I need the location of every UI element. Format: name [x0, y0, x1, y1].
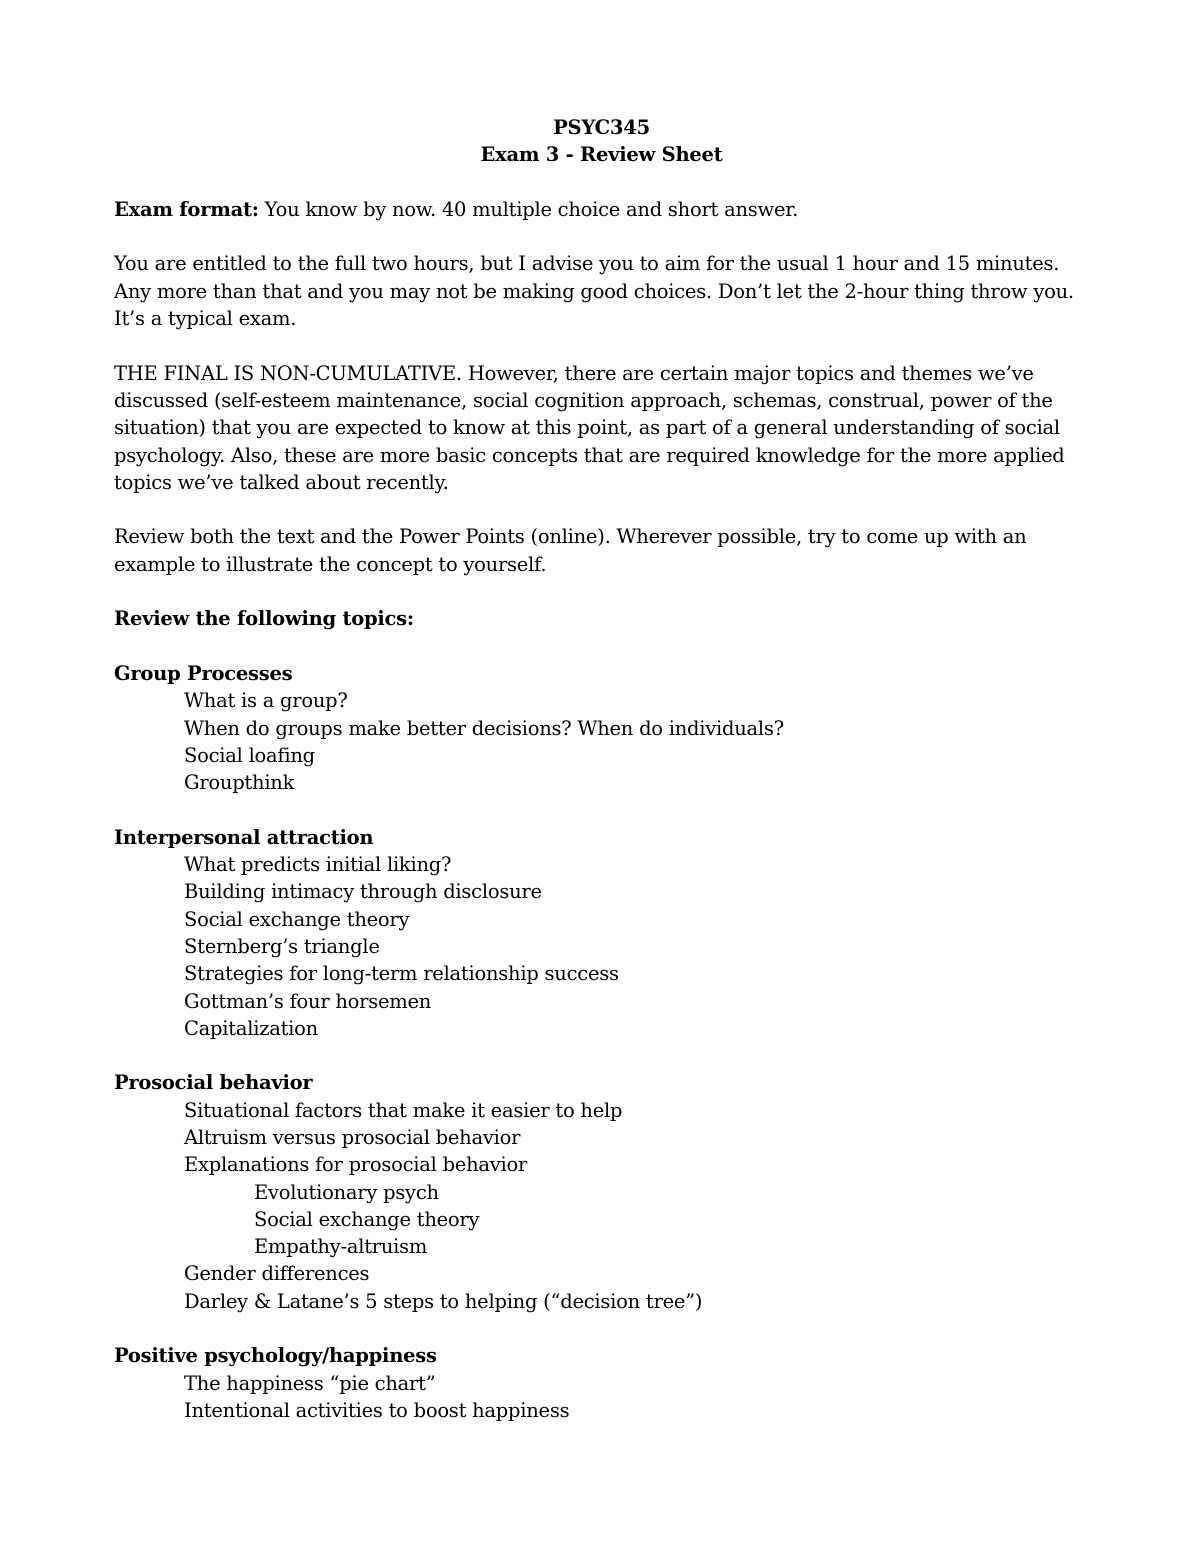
list-item: What predicts initial liking? [184, 853, 452, 877]
exam-format-text: You know by now. 40 multiple choice and short answer. [258, 197, 799, 221]
list-item: Social loafing [184, 743, 315, 767]
exam-format-paragraph [114, 196, 1089, 223]
section-heading: Interpersonal attraction [114, 825, 374, 849]
list-item: Intentional activities to boost happiness [184, 1398, 570, 1422]
list-item: Gottman’s four horsemen [184, 989, 432, 1013]
section-interpersonal-attraction [114, 824, 1089, 1042]
list-item: Altruism versus prosocial behavior [184, 1125, 521, 1149]
topic-list [114, 851, 1089, 1042]
list-item: Groupthink [184, 771, 295, 795]
list-item: What is a group? [184, 689, 348, 713]
list-item: When do groups make better decisions? When do individuals? [184, 716, 784, 740]
section-group-processes [114, 660, 1089, 796]
document-page [114, 114, 1089, 1452]
time-paragraph: You are entitled to the full two hours, but I advise you to aim for the usual 1 hour and 15 minutes. Any more than that and you may not be making good choices. Don’t let the 2-hour thing throw you. It’s a typical exam. [114, 252, 1074, 331]
section-heading: Prosocial behavior [114, 1071, 313, 1095]
list-subitem: Empathy-altruism [254, 1235, 428, 1259]
section-positive-psychology [114, 1342, 1089, 1424]
document-title: Exam 3 - Review Sheet [480, 143, 723, 167]
list-item: Gender differences [184, 1262, 370, 1286]
list-item: Social exchange theory [184, 907, 410, 931]
list-item: Explanations for prosocial behavior [184, 1153, 528, 1177]
course-code: PSYC345 [553, 116, 650, 139]
section-heading: Group Processes [114, 661, 293, 685]
topic-list [114, 687, 1089, 796]
exam-format-label: Exam format: [114, 197, 259, 221]
list-item: Sternberg’s triangle [184, 934, 380, 958]
review-paragraph: Review both the text and the Power Points (online). Wherever possible, try to come up with an example to illustrate the concept to yourself. [114, 525, 1027, 576]
topics-heading: Review the following topics: [114, 607, 414, 631]
list-item: Situational factors that make it easier to help [184, 1098, 623, 1122]
topic-list [114, 1370, 1089, 1425]
list-item: Strategies for long-term relationship success [184, 962, 619, 986]
list-item: Capitalization [184, 1016, 318, 1040]
section-heading: Positive psychology/happiness [114, 1344, 437, 1368]
list-item: Building intimacy through disclosure [184, 880, 542, 904]
list-subitem: Social exchange theory [254, 1207, 480, 1231]
list-subitem: Evolutionary psych [254, 1180, 439, 1204]
list-item: The happiness “pie chart” [184, 1371, 436, 1395]
topic-list [114, 1097, 1089, 1315]
list-item: Darley & Latane’s 5 steps to helping (“decision tree”) [184, 1289, 703, 1313]
final-paragraph: THE FINAL IS NON-CUMULATIVE. However, there are certain major topics and themes we’ve discussed (self-esteem maintenance, social cognition approach, schemas, construal, power of the situation) that you are expected to know at this point, as part of a general understanding of social psychology. Also, these are more basic concepts that are required knowledge for the more applied topics we’ve talked about recently. [114, 361, 1065, 494]
section-prosocial-behavior [114, 1069, 1089, 1315]
